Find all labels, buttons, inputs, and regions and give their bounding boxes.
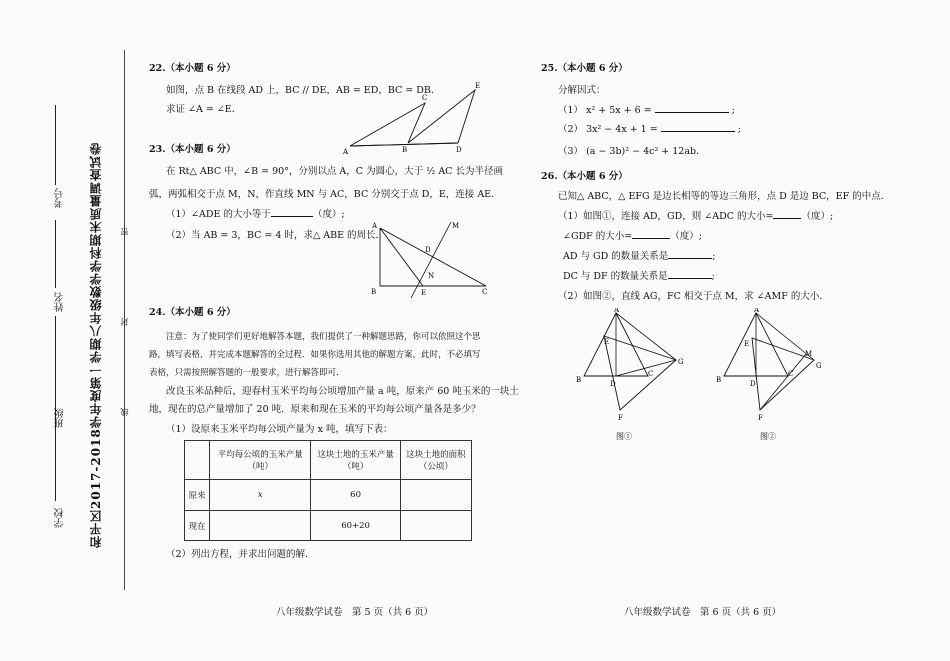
svg-text:D: D xyxy=(610,380,616,388)
q26-fig1-caption: 图① xyxy=(616,432,632,441)
q22-line1: 如图，点 B 在线段 AD 上，BC // DE，AB = ED，BC = DB． xyxy=(166,85,441,96)
q23-label-a: A xyxy=(372,222,378,230)
table-cell-now-area[interactable] xyxy=(400,511,471,541)
q23-label-d: D xyxy=(425,246,431,254)
svg-text:A: A xyxy=(754,308,760,314)
table-cell-now-total: 60+20 xyxy=(311,511,400,541)
svg-text:E: E xyxy=(744,340,750,348)
q26-blank-gdf[interactable] xyxy=(632,238,670,239)
q26-header: 26.（本小题 6 分） xyxy=(541,171,628,182)
svg-text:A: A xyxy=(614,308,620,314)
q23-label-m: M xyxy=(452,222,460,230)
q23-answer-blank[interactable] xyxy=(271,216,313,217)
table-corner-cell xyxy=(185,441,210,480)
q22-header: 22.（本小题 6 分） xyxy=(149,63,236,74)
svg-text:G: G xyxy=(816,362,822,370)
q24-note1: 注意：为了使同学们更好地解答本题，我们提供了一种解题思路，你可以依照这个思 xyxy=(166,332,481,342)
q25-e3: （3） (a − 3b)² − 4c² + 12ab． xyxy=(558,146,706,157)
svg-text:M: M xyxy=(805,350,813,358)
q24-note3: 表格，只需按照解答题的一般要求，进行解答即可． xyxy=(149,368,345,378)
class-blank xyxy=(55,316,56,402)
table-cell-original-yield: x xyxy=(210,480,311,511)
q23-figure xyxy=(368,216,498,298)
q26-figure-1 xyxy=(574,308,694,423)
q25-header: 25.（本小题 6 分） xyxy=(541,63,628,74)
seal-mark-1: 密 xyxy=(120,228,129,236)
q25-blank-1[interactable] xyxy=(655,112,729,113)
q23-q1: （1）∠ADE 的大小等于 （度）; xyxy=(166,209,345,220)
q23-label-b: B xyxy=(371,288,377,296)
svg-text:F: F xyxy=(618,414,623,422)
svg-text:E: E xyxy=(604,338,610,346)
table-cell-now-yield[interactable] xyxy=(210,511,311,541)
q24-note2: 路，填写表格，并完成本题解答的全过程．如果你选用其他的解题方案，此时，不必填写 xyxy=(149,350,481,360)
seal-mark-2: 封 xyxy=(120,318,129,326)
q23-label-n: N xyxy=(428,272,435,280)
q23-line2: 弧，两弧相交于点 M，N，作直线 MN 与 AC，BC 分别交于点 D，E，连接 AE． xyxy=(149,189,501,200)
svg-text:B: B xyxy=(576,376,582,384)
svg-text:B: B xyxy=(716,376,722,384)
table-header-col3: 这块土地的面积 （公顷） xyxy=(400,441,471,480)
q26-q1: （1）如图①，连接 AD，GD，则 ∠ADC 的大小= （度）; xyxy=(558,211,834,222)
q24-header: 24.（本小题 6 分） xyxy=(149,307,236,318)
q24-table xyxy=(184,440,472,541)
exam-no-label: 考号 xyxy=(55,188,66,208)
q23-label-e: E xyxy=(421,289,427,297)
q26-fig2-caption: 图② xyxy=(760,432,776,441)
seal-mark-3: 线 xyxy=(120,408,129,416)
q24-body2: 地，现在的总产量增加了 20 吨．原来和现在玉米的平均每公顷产量各是多少？ xyxy=(149,404,481,415)
name-blank xyxy=(55,220,56,288)
q26-blank-dcdf[interactable] xyxy=(668,278,712,279)
q26-dcdf: DC 与 DF 的数量关系是 ; xyxy=(563,271,715,282)
q26-q2: （2）如图②，直线 AG，FC 相交于点 M，求 ∠AMF 的大小． xyxy=(558,291,829,302)
q26-adgd: AD 与 GD 的数量关系是 ; xyxy=(563,251,716,262)
svg-text:G: G xyxy=(678,358,684,366)
q23-q2: （2）当 AB = 3，BC = 4 时，求△ ABE 的周长． xyxy=(166,230,386,241)
q22-line2: 求证 ∠A = ∠E． xyxy=(166,104,242,115)
q22-figure xyxy=(340,78,490,158)
table-cell-original-area[interactable] xyxy=(400,480,471,511)
table-header-col2: 这块土地的玉米产量 （吨） xyxy=(311,441,400,480)
svg-text:D: D xyxy=(750,380,756,388)
q22-label-c: C xyxy=(422,94,428,102)
school-label: 学校 xyxy=(55,508,66,528)
school-blank xyxy=(55,386,56,501)
exam-no-blank xyxy=(55,105,56,185)
q25-e2: （2） 3x² − 4x + 1 = ; xyxy=(558,124,741,135)
q24-body1: 改良玉米品种后，迎春村玉米平均每公顷增加产量 a 吨，原来产 60 吨玉米的一块土 xyxy=(166,386,519,397)
svg-text:C: C xyxy=(788,370,794,378)
q22-label-e: E xyxy=(475,82,481,90)
q26-blank-adc[interactable] xyxy=(773,218,801,219)
svg-text:C: C xyxy=(648,370,654,378)
q23-line1: 在 Rt△ ABC 中，∠B = 90°，分别以点 A，C 为圆心，大于 ½ AC 长为半径画 xyxy=(166,166,503,177)
q25-e1: （1） x² + 5x + 6 = ; xyxy=(558,105,735,116)
q25-blank-2[interactable] xyxy=(661,131,735,132)
q26-line1: 已知△ ABC，△ EFG 是边长相等的等边三角形，点 D 是边 BC，EF 的中点． xyxy=(558,191,891,202)
q24-sub2: （2）列出方程，并求出问题的解． xyxy=(166,549,315,560)
table-cell-original-total: 60 xyxy=(311,480,400,511)
table-header-col1: 平均每公顷的玉米产量 （吨） xyxy=(210,441,311,480)
q22-label-b: B xyxy=(402,146,408,154)
name-label: 姓名 xyxy=(55,292,66,312)
class-label: 班级 xyxy=(55,408,66,428)
footer-left: 八年级数学试卷 第 5 页（共 6 页） xyxy=(276,607,434,618)
q22-label-a: A xyxy=(343,148,349,156)
exam-title-vertical: 和平区2017-2018学年度第一学期八年级数学学科期末质量调查试卷 xyxy=(89,142,103,548)
q26-blank-adgd[interactable] xyxy=(668,258,712,259)
q26-figure-2 xyxy=(714,308,834,423)
footer-right: 八年级数学试卷 第 6 页（共 6 页） xyxy=(624,607,782,618)
q25-intro: 分解因式： xyxy=(558,85,606,96)
svg-text:F: F xyxy=(758,414,763,422)
q26-gdf: ∠GDF 的大小= （度）; xyxy=(563,231,702,242)
table-row-label-now: 现在 xyxy=(185,511,210,541)
q23-header: 23.（本小题 6 分） xyxy=(149,144,236,155)
table-row-label-original: 原来 xyxy=(185,480,210,511)
q23-label-c: C xyxy=(482,288,488,296)
q22-label-d: D xyxy=(456,146,462,154)
q24-sub1: （1）设原来玉米平均每公顷产量为 x 吨，填写下表： xyxy=(166,424,393,435)
